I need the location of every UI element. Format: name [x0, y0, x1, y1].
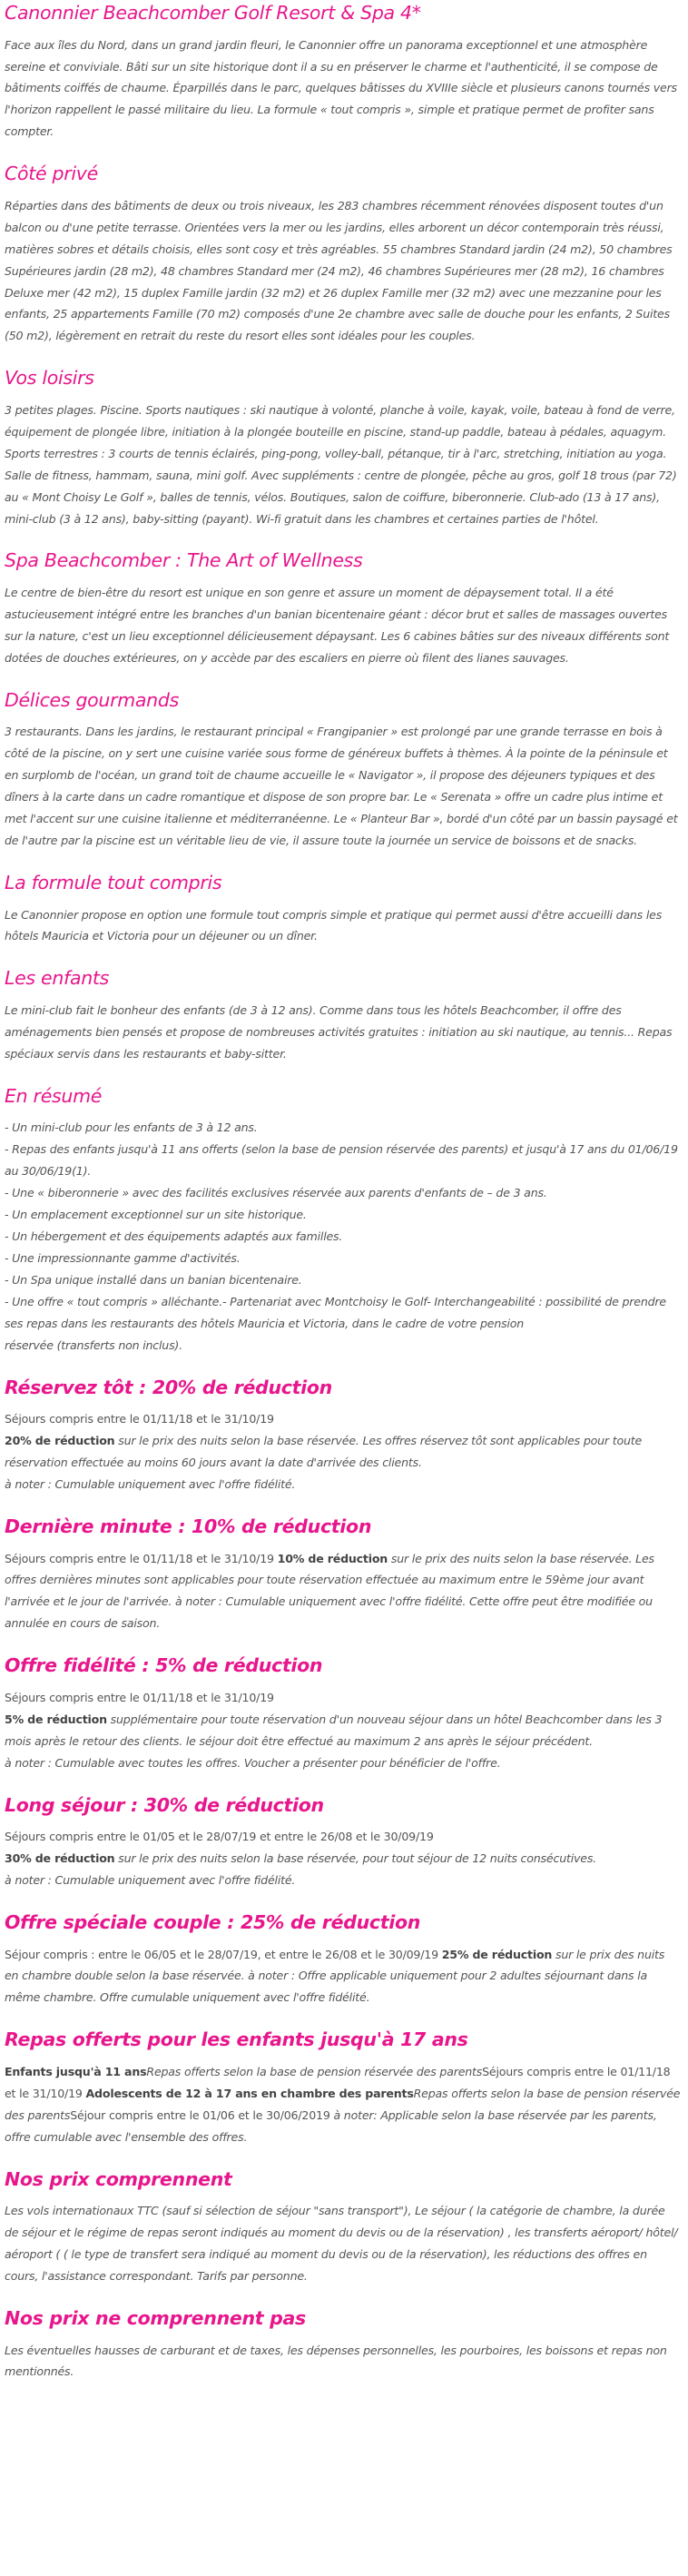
- offer-line: [5, 1687, 681, 1709]
- list-item: - Un emplacement exceptionnel sur un site historique.: [5, 1208, 307, 1222]
- offer-text: à noter : Cumulable uniquement avec l'offre fidélité.: [5, 1872, 296, 1887]
- offer-highlight: 20% de réduction: [5, 1434, 115, 1448]
- offer-highlight: Enfants jusqu'à 11 ans: [5, 2064, 147, 2078]
- section-title: La formule tout compris: [5, 871, 222, 893]
- section-title: Nos prix ne comprennent pas: [5, 2306, 306, 2329]
- offer-line: [5, 1430, 681, 1474]
- offer-text: sur le prix des nuits en chambre double selon la base réservée. à noter : Offre applicable uniquement pour 2 adultes séjournant dans la même chambre. Offre cumulable uniquement avec l'offre fidélité.: [5, 1947, 665, 2005]
- section-delices: [5, 689, 681, 852]
- offer-text: sur le prix des nuits selon la base réservée. Les offres réservez tôt sont applicables pour toute réservation effectuée au moins 60 jours avant la date d'arrivée des clients.: [5, 1434, 643, 1470]
- offer-text: à noter : Cumulable avec toutes les offres. Voucher a présenter pour bénéficier de l'offre.: [5, 1755, 501, 1770]
- section-title: Côté privé: [5, 163, 98, 185]
- offer-text: à noter: Applicable selon la base réservée par les parents, offre cumulable avec l'ensemble des offres.: [5, 2107, 657, 2144]
- list-item: - Une « biberonnerie » avec des facilités exclusives réservée aux parents d'enfants de – de 3 ans.: [5, 1186, 547, 1200]
- section-offer: [5, 1654, 681, 1773]
- offer-highlight: 5% de réduction: [5, 1712, 107, 1726]
- offer-title: Offre fidélité : 5% de réduction: [5, 1654, 323, 1677]
- section-offer: [5, 1515, 681, 1634]
- list-item: réservée (transferts non inclus).: [5, 1337, 182, 1352]
- section-body: Le Canonnier propose en option une formule tout compris simple et pratique qui permet aussi d'être accueilli dans les hôtels Mauricia et Victoria pour un déjeuner ou un dîner.: [5, 907, 663, 943]
- resume-list: [5, 1117, 681, 1356]
- offer-text: Repas offerts selon la base de pension réservée des parents: [146, 2064, 483, 2078]
- section-title: Canonnier Beachcomber Golf Resort & Spa 4*: [5, 2, 421, 24]
- offer-line: [5, 1709, 681, 1752]
- offer-line: [5, 1848, 681, 1870]
- section-loisirs: [5, 367, 681, 529]
- offers-container: [5, 1377, 681, 2148]
- offer-dates: Séjour compris entre le 01/06 et le 30/06/2019: [70, 2107, 334, 2122]
- offer-highlight: Adolescents de 12 à 17 ans en chambre des parents: [85, 2086, 414, 2100]
- offer-highlight: 25% de réduction: [441, 1947, 553, 1961]
- offer-text: sur le prix des nuits selon la base réservée. Les offres dernières minutes sont applicables pour toute réservation effectuée au maximum entre le 59ème jour avant l'arrivée et le jour de l'arrivée. à noter : Cumulable uniquement avec l'offre fidélité. Cette offre peut être modifiée ou annulée en cours de saison.: [5, 1551, 654, 1631]
- offer-dates: Séjours compris entre le 01/11/18 et le 31/10/19: [5, 1412, 274, 1426]
- offer-line: [5, 1944, 681, 2009]
- section-title: Nos prix comprennent: [5, 2167, 232, 2190]
- section-title: Délices gourmands: [5, 688, 179, 711]
- section-title: Les enfants: [5, 967, 110, 990]
- section-resume: [5, 1085, 681, 1357]
- section-body: Le mini-club fait le bonheur des enfants (de 3 à 12 ans). Comme dans tous les hôtels Beachcomber, il offre des aménagements bien pensés et propose de nombreuses activités gratuites : initiation au ski nautique, au tennis... Repas spéciaux servis dans les restaurants et baby-sitter.: [5, 1003, 673, 1061]
- section-cote-prive: [5, 163, 681, 347]
- section-formule: [5, 872, 681, 947]
- offer-text: supplémentaire pour toute réservation d'un nouveau séjour dans un hôtel Beachcomber dans les 3 mois après le retour des clients. le séjour doit être effectué au maximum 2 ans après le séjour précédent.: [5, 1712, 663, 1748]
- list-item: - Une offre « tout compris » alléchante.- Partenariat avec Montchoisy le Golf- Interchangeabilité : possibilité de prendre ses repas dans les restaurants des hôtels Mauricia et Victoria, dans le cadre de votre pension: [5, 1294, 666, 1330]
- section-body: 3 restaurants. Dans les jardins, le restaurant principal « Frangipanier » est prolongé par une grande terrasse en bois à côté de la piscine, on y sert une cuisine variée sous forme de généreux buffets à thèmes. À la pointe de la péninsule et en surplomb de l'océan, un grand toit de chaume accueille le « Navigator », il propose des déjeuners typiques et des dîners à la carte dans un cadre romantique et dispose de son propre bar. Le « Serenata » offre un cadre plus intime et met l'accent sur une cuisine italienne et méditerranéenne. Le « Planteur Bar », bordé d'un côté par un bassin paysagé et de l'autre par la piscine est un véritable lieu de vie, il assure toute la journée un service de boissons et de snacks.: [5, 725, 678, 848]
- offer-dates: Séjours compris entre le 01/11/18 et le 31/10/19: [5, 1551, 278, 1565]
- section-body: Les vols internationaux TTC (sauf si sélection de séjour "sans transport"), Le séjour ( la catégorie de chambre, la durée de séjour et le régime de repas seront indiqués au moment du devis ou de la réservation) , les transferts aéroport/ hôtel/ aéroport ( ( le type de transfert sera indiqué au moment du devis ou de la réservation), les réductions des offres en cours, l'assistance correspondant. Tarifs par personne.: [5, 2204, 678, 2283]
- section-offer: [5, 1794, 681, 1891]
- section-enfants: [5, 967, 681, 1064]
- section-body: Les éventuelles hausses de carburant et de taxes, les dépenses personnelles, les pourboires, les boissons et repas non mentionnés.: [5, 2343, 667, 2379]
- section-body: Face aux îles du Nord, dans un grand jardin fleuri, le Canonnier offre un panorama exceptionnel et une atmosphère sereine et conviviale. Bâti sur un site historique dont il a su en préserver le charme et l'authenticité, il se compose de bâtiments coiffés de chaume. Éparpillés dans le parc, quelques bâtisses du XVIIIe siècle et plusieurs canons tournés vers l'horizon rappellent le passé militaire du lieu. La formule « tout compris », simple et pratique permet de profiter sans compter.: [5, 37, 677, 139]
- offer-dates: Séjours compris entre le 01/05 et le 28/07/19 et entre le 26/08 et le 30/09/19: [5, 1830, 434, 1844]
- offer-line: [5, 2061, 681, 2148]
- list-item: - Un Spa unique installé dans un banian bicentenaire.: [5, 1272, 302, 1287]
- offer-title: Long séjour : 30% de réduction: [5, 1793, 324, 1816]
- offer-line: [5, 1548, 681, 1635]
- offer-dates: Séjours compris entre le 01/11/18 et le 31/10/19: [5, 2064, 671, 2100]
- offer-line: [5, 1826, 681, 1848]
- section-intro: [5, 2, 681, 143]
- section-title: Spa Beachcomber : The Art of Wellness: [5, 549, 363, 572]
- offer-highlight: 10% de réduction: [277, 1551, 388, 1565]
- section-body: Le centre de bien-être du resort est unique en son genre et assure un moment de dépaysement total. Il a été astucieusement intégré entre les branches d'un banian bicentenaire géant : décor brut et salles de massages ouvertes sur la nature, c'est un lieu exceptionnel délicieusement dépaysant. Les 6 cabines bâties sur des niveaux différents sont dotées de douches extérieures, on y accède par des escaliers en pierre où filent des lianes sauvages.: [5, 586, 670, 665]
- list-item: - Un mini-club pour les enfants de 3 à 12 ans.: [5, 1120, 258, 1135]
- section-title: En résumé: [5, 1084, 103, 1107]
- offer-line: [5, 1870, 681, 1891]
- offer-text: sur le prix des nuits selon la base réservée, pour tout séjour de 12 nuits consécutives.: [114, 1851, 596, 1866]
- section-offer: [5, 2028, 681, 2147]
- section-title: Vos loisirs: [5, 367, 94, 390]
- offer-title: Réservez tôt : 20% de réduction: [5, 1376, 332, 1398]
- offer-highlight: 30% de réduction: [5, 1851, 115, 1866]
- section-prix-ne-comprennent-pas: [5, 2307, 681, 2383]
- offer-text: à noter : Cumulable uniquement avec l'offre fidélité.: [5, 1476, 296, 1491]
- offer-dates: Séjour compris : entre le 06/05 et le 28/07/19, et entre le 26/08 et le 30/09/19: [5, 1947, 442, 1961]
- offer-line: [5, 1752, 681, 1774]
- offer-text: Repas offerts selon la base de pension réservée des parents: [5, 2086, 681, 2122]
- section-prix-comprennent: [5, 2168, 681, 2287]
- section-body: Réparties dans des bâtiments de deux ou trois niveaux, les 283 chambres récemment rénovées disposent toutes d'un balcon ou d'une petite terrasse. Orientées vers la mer ou les jardins, elles arborent un décor contemporain très réussi, matières sobres et détails choisis, elles sont cosy et très agréables. 55 chambres Standard jardin (24 m2), 50 chambres Supérieures jardin (28 m2), 48 chambres Standard mer (24 m2), 46 chambres Supérieures mer (28 m2), 16 chambres Deluxe mer (42 m2), 15 duplex Famille jardin (32 m2) et 26 duplex Famille mer (32 m2) avec une mezzanine pour les enfants, 25 appartements Famille (70 m2) composés d'une 2e chambre avec salle de douche pour les enfants, 2 Suites (50 m2), légèrement en retrait du reste du resort elles sont idéales pour les couples.: [5, 198, 673, 343]
- section-offer: [5, 1377, 681, 1495]
- list-item: - Un hébergement et des équipements adaptés aux familles.: [5, 1229, 343, 1244]
- offer-title: Offre spéciale couple : 25% de réduction: [5, 1910, 421, 1933]
- offer-line: [5, 1408, 681, 1430]
- section-offer: [5, 1911, 681, 2008]
- section-spa: [5, 549, 681, 668]
- offer-line: [5, 1474, 681, 1495]
- section-body: 3 petites plages. Piscine. Sports nautiques : ski nautique à volonté, planche à voile, kayak, voile, bateau à fond de verre, équipement de plongée libre, initiation à la plongée bouteille en piscine, stand-up paddle, bateau à pédales, aquagym. Sports terrestres : 3 courts de tennis éclairés, ping-pong, volley-ball, pétanque, tir à l'arc, stretching, initiation au yoga. Salle de fitness, hammam, sauna, mini golf. Avec suppléments : centre de plongée, pêche au gros, golf 18 trous (par 72) au « Mont Choisy Le Golf », balles de tennis, vélos. Boutiques, salon de coiffure, biberonnerie. Club-ado (13 à 17 ans), mini-club (3 à 12 ans), baby-sitting (payant). Wi-fi gratuit dans les chambres et certaines parties de l'hôtel.: [5, 402, 677, 526]
- offer-dates: Séjours compris entre le 01/11/18 et le 31/10/19: [5, 1690, 274, 1704]
- list-item: - Une impressionnante gamme d'activités.: [5, 1250, 241, 1265]
- list-item: - Repas des enfants jusqu'à 11 ans offerts (selon la base de pension réservée des parents) et jusqu'à 17 ans du 01/06/19 au 30/06/19(1).: [5, 1142, 678, 1179]
- offer-title: Repas offerts pour les enfants jusqu'à 17 ans: [5, 2028, 468, 2051]
- offer-title: Dernière minute : 10% de réduction: [5, 1515, 372, 1537]
